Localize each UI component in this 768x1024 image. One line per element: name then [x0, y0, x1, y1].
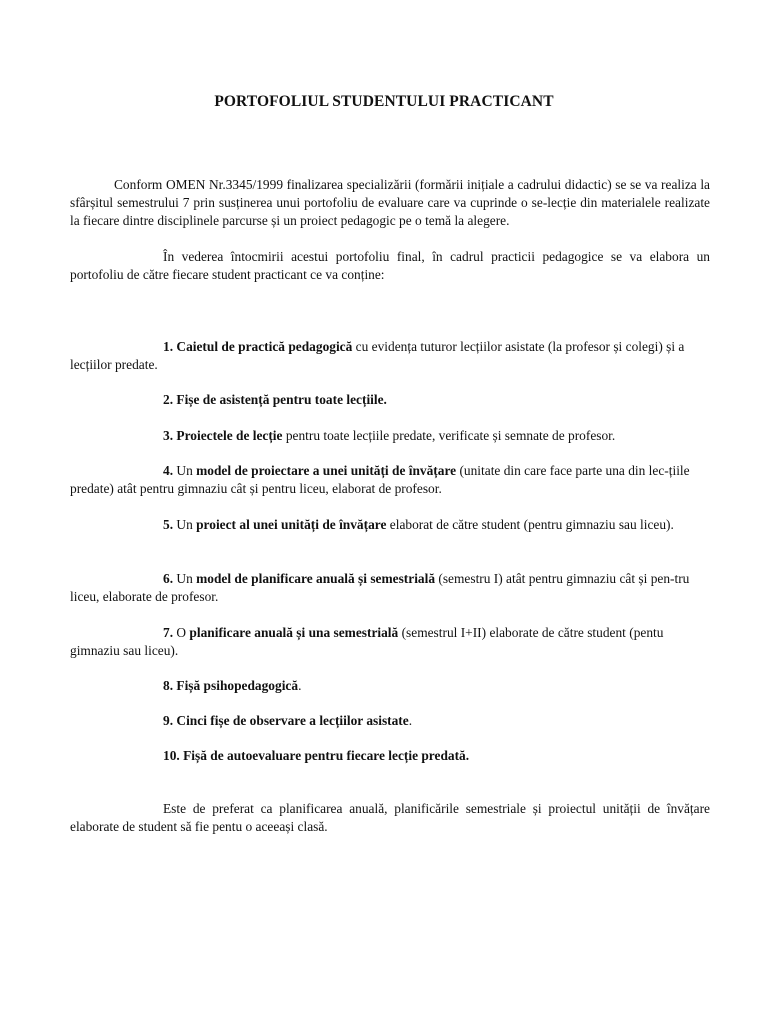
item-6-rest: (semestru I) atât pentru gimnaziu cât și pen-tru liceu, elaborate de profesor.: [70, 571, 690, 604]
item-7-bold: planificare anuală și una semestrială: [189, 625, 399, 640]
intro-text-1: Conform OMEN Nr.3345/1999 finalizarea specializării (formării inițiale a cadrului didactic) se se va realiza la sfârșitul semestrului 7 prin susținerea unui portofoliu de evaluare care va cuprinde o se-lecție din materialele realizate la fiecare dintre disciplinele parcurse și un proiect pedagogic pe o temă la alegere.: [70, 177, 710, 228]
list-item-6: [70, 570, 710, 606]
item-5-pre: Un: [173, 517, 197, 532]
item-3-number: 3.: [163, 428, 174, 443]
item-5-bold: proiect al unei unități de învățare: [196, 517, 387, 532]
document-title: PORTOFOLIUL STUDENTULUI PRACTICANT: [214, 93, 554, 110]
item-9-rest: .: [408, 713, 413, 728]
list-item-2: [70, 391, 710, 409]
item-9-bold: Cinci fișe de observare a lecțiilor asistate: [176, 713, 409, 728]
item-6-pre: Un: [173, 571, 197, 586]
list-item-7: [70, 624, 710, 660]
item-7-rest: (semestrul I+II) elaborate de către student (pentu gimnaziu sau liceu).: [70, 625, 664, 658]
closing-paragraph: [70, 800, 710, 836]
intro-text-2: În vederea întocmirii acestui portofoliu final, în cadrul practicii pedagogice se va elabora un portofoliu de către fiecare student practicant ce va conține:: [70, 249, 710, 282]
item-6-number: 6.: [163, 571, 174, 586]
closing-text: Este de preferat ca planificarea anuală, planificările semestriale și proiectul unității de învățare elaborate de student să fie pentu o aceeași clasă.: [70, 801, 710, 834]
item-4-number: 4.: [163, 463, 174, 478]
list-item-5: [70, 516, 710, 534]
item-1-rest: cu evidența tuturor lecțiilor asistate (la profesor și colegi) și a lecțiilor predate.: [70, 339, 685, 372]
item-3-rest: pentru toate lecțiile predate, verificate și semnate de profesor.: [282, 428, 616, 443]
list-item-1: [70, 338, 710, 374]
list-item-9: [70, 712, 710, 730]
list-item-8: [70, 677, 710, 695]
item-5-number: 5.: [163, 517, 174, 532]
item-7-pre: O: [173, 625, 190, 640]
item-2-number: 2.: [163, 392, 174, 407]
item-8-bold: Fișă psihopedagogică: [176, 678, 299, 693]
item-1-number: 1.: [163, 339, 174, 354]
item-3-bold: Proiectele de lecție: [176, 428, 283, 443]
item-4-pre: Un: [173, 463, 197, 478]
item-1-bold: Caietul de practică pedagogică: [176, 339, 353, 354]
list-item-3: [70, 427, 710, 445]
list-item-10: [70, 747, 710, 765]
intro-paragraph-1: [70, 176, 710, 230]
item-7-number: 7.: [163, 625, 174, 640]
intro-paragraph-2: [70, 248, 710, 284]
item-2-bold: Fișe de asistență pentru toate lecțiile.: [176, 392, 387, 407]
item-4-rest: (unitate din care face parte una din lec-țiile predate) atât pentru gimnaziu cât și pentru liceu, elaborat de profesor.: [70, 463, 690, 496]
list-item-4: [70, 462, 710, 498]
item-10-number: 10.: [163, 748, 180, 763]
item-9-number: 9.: [163, 713, 174, 728]
item-5-rest: elaborat de către student (pentru gimnaziu sau liceu).: [386, 517, 674, 532]
item-4-bold: model de proiectare a unei unități de învățare: [196, 463, 457, 478]
item-6-bold: model de planificare anuală și semestrială: [196, 571, 436, 586]
item-10-bold: Fișă de autoevaluare pentru fiecare lecție predată.: [183, 748, 470, 763]
item-8-rest: .: [298, 678, 302, 693]
item-8-number: 8.: [163, 678, 174, 693]
